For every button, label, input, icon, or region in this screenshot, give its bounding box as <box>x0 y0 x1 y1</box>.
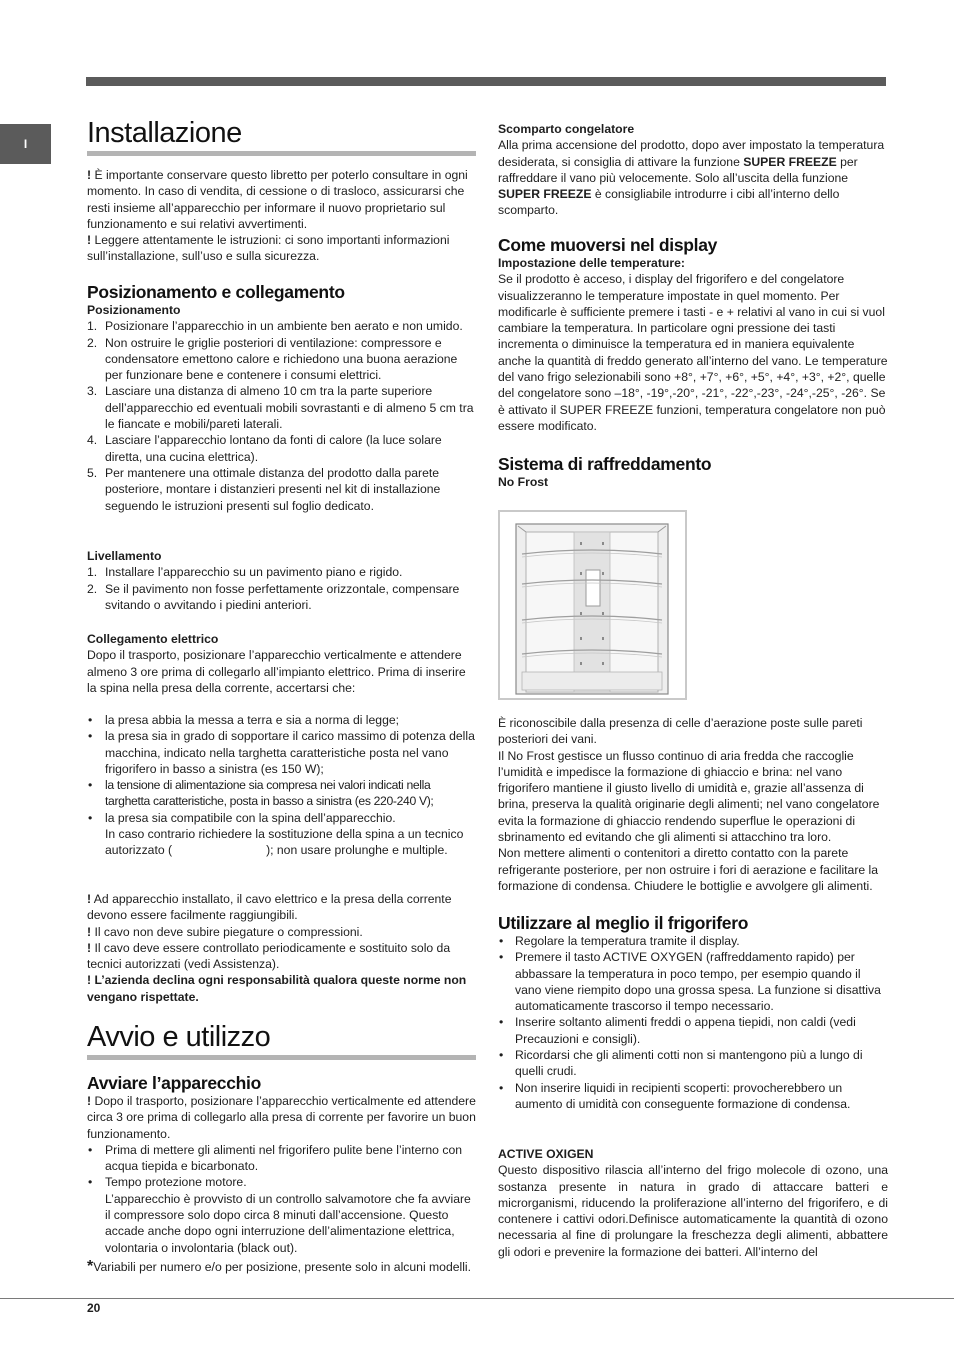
item-text: la presa sia compatibile con la spina dell’apparecchio. <box>105 810 396 825</box>
item-text: In caso contrario richiedere la sostituzione della spina a un tecnico autorizzato ( <box>105 827 464 858</box>
footer-rule <box>0 1298 954 1299</box>
page-number: 20 <box>87 1301 101 1315</box>
label-impostazione: Impostazione delle temperature: <box>498 256 685 270</box>
posizionamento-block <box>87 282 476 514</box>
item-text: Lasciare l’apparecchio lontano da fonti di calore (la luce solare diretta, una cucina elettrica). <box>105 433 442 464</box>
list-item: • Non inserire liquidi in recipienti scoperti: provocherebbero un aumento di umidità con conseguente formazione di condensa. <box>498 1080 888 1113</box>
livellamento-block <box>87 548 476 613</box>
warning-mark: ! <box>87 168 92 182</box>
label-no-frost: No Frost <box>498 475 549 489</box>
item-text: Non ostruire le griglie posteriori di ventilazione: compressore e condensatore emettono calore e richiedono una buona aerazione per funzionare bene e contenere i consumi elettrici. <box>105 335 458 383</box>
warning-text: Il cavo deve essere controllato periodicamente e sostituito solo da tecnici autorizzati (vedi Assistenza). <box>87 940 451 972</box>
collegamento-bullets <box>87 712 476 859</box>
posizionamento-list <box>87 318 476 514</box>
subheading-display: Come muoversi nel display <box>498 235 718 255</box>
raffreddamento-block <box>498 454 888 490</box>
list-item: • Prima di mettere gli alimenti nel frigorifero pulite bene l’interno con acqua tiepida e bicarbonato. <box>87 1142 476 1175</box>
emphasis: SUPER FREEZE <box>743 154 837 169</box>
label-collegamento: Collegamento elettrico <box>87 632 219 646</box>
intro-text: È importante conservare questo libretto per poterlo consultare in ogni momento. In caso di vendita, di cessione o di trasloco, assicurarsi che resti insieme all’apparecchio per informare il nuovo proprietario sul funzionamento e sui relativi avvertimenti. <box>87 168 468 231</box>
warning-mark: ! <box>87 1094 92 1108</box>
disclaimer: ! L’azienda declina ogni responsabilità qualora queste norme non vengano rispettate. <box>87 973 467 1004</box>
item-text: Se il pavimento non fosse perfettamente orizzontale, compensare svitando o avvitando i piedini anteriori. <box>105 581 460 612</box>
item-number: 3. <box>87 384 98 399</box>
fridge-illustration <box>500 512 685 698</box>
section-rule <box>87 151 476 156</box>
list-item: • Inserire soltanto alimenti freddi o appena tiepidi, non caldi (vedi Precauzioni e consigli). <box>498 1014 888 1047</box>
subheading-posizionamento-collegamento: Posizionamento e collegamento <box>87 282 345 302</box>
footnote-mark: * <box>87 1257 94 1275</box>
warning-paragraph <box>87 924 476 940</box>
list-item <box>87 383 476 432</box>
item-text: Installare l’apparecchio su un pavimento piano e rigido. <box>105 565 403 580</box>
collegamento-intro: Dopo il trasporto, posizionare l’apparecchio verticalmente e attendere almeno 3 ore prima di collegarlo all’impianto elettrico. Prima di inserire la spina nella presa della corrente, accertarsi che: <box>87 648 466 695</box>
item-number: 4. <box>87 433 98 448</box>
footnote-text: Variabili per numero e/o per posizione, presente solo in alcuni modelli. <box>93 1259 472 1274</box>
warning-mark: ! <box>87 924 92 939</box>
list-item <box>87 432 476 465</box>
list-item <box>87 465 476 514</box>
item-number: 2. <box>87 335 98 350</box>
subheading-utilizzare: Utilizzare al meglio il frigorifero <box>498 913 749 933</box>
list-item <box>87 318 476 334</box>
warning-mark: ! <box>87 940 92 955</box>
display-block <box>498 235 888 434</box>
livellamento-list <box>87 564 476 613</box>
label-scomparto: Scomparto congelatore <box>498 122 635 136</box>
intro-paragraph <box>87 232 476 265</box>
subheading-avviare: Avviare l’apparecchio <box>87 1073 261 1093</box>
list-item: • la presa abbia la messa a terra e sia a norma di legge; <box>87 712 476 728</box>
list-item <box>87 1174 476 1255</box>
section-title-installazione: Installazione <box>87 117 242 149</box>
display-text: Se il prodotto è acceso, i display del frigorifero e del congelatore visualizzeranno le temperature impostate in quel momento. Per modificarle è sufficiente premere i tasti - e + relativi al vano in cui si vuol cambiare la temperatura. In particolare ogni pressione dei tasti incrementa o diminuisce la temperatura ed in maniera equivalente anche la quantità di freddo generato all’interno del vano. Le temperature del vano frigo selezionabili sono +8°, +7°, +6°, +5°, +4°, +3°, +2°, quelle del congelatore sono –18°, -19°,-20°, -21°, -22°,-23°, -24°,-25°, -26°. Se è attivato il SUPER FREEZE funzioni, temperatura congelatore non può essere modificato. <box>498 272 888 433</box>
item-number: 5. <box>87 465 98 480</box>
language-tab <box>0 124 51 164</box>
list-item: • Regolare la temperatura tramite il display. <box>498 933 888 949</box>
top-rule <box>86 77 886 86</box>
text: Alla prima accensione del prodotto, dopo aver impostato la temperatura desiderata, si consiglia di attivare la funzione <box>498 138 885 169</box>
raffreddamento-text <box>498 715 888 894</box>
list-item <box>87 335 476 384</box>
list-item <box>87 581 476 614</box>
scomparto-block <box>498 121 888 219</box>
warning-mark: ! <box>87 892 92 906</box>
warning-mark: ! <box>87 233 92 248</box>
list-item <box>87 564 476 580</box>
section-avvio <box>87 1020 476 1060</box>
scomparto-text <box>498 137 888 218</box>
language-label: I <box>23 136 28 151</box>
label-posizionamento: Posizionamento <box>87 303 181 317</box>
item-number: 2. <box>87 581 98 596</box>
list-item: • la presa sia in grado di sopportare il carico massimo di potenza della macchina, indicato nella targhetta caratteristiche posta nel vano frigorifero in basso a sinistra (es 150 W); <box>87 728 476 777</box>
text: è consigliabile introdurre i cibi all’interno dello scomparto. <box>498 187 840 218</box>
item-text: Posizionare l’apparecchio in un ambiente ben aerato e non umido. <box>105 319 463 334</box>
item-number: 1. <box>87 565 98 580</box>
warning-text: Il cavo non deve subire piegature o compressioni. <box>91 924 363 939</box>
bullet-list <box>498 933 888 1112</box>
active-oxigen-text: Questo dispositivo rilascia all’interno del frigo molecole di ozono, una sostanza presente in natura in grado di attaccare batteri e microrganismi, riducendo la proliferazione all’interno del frigorifero, e di contenere i cattivi odori.Definisce automaticamente la quantità di ozono necessaria al fine di prolungare la freschezza degli alimenti, abbattere gli odori e prevenire la formazione dei batteri. All’interno del <box>498 1163 888 1259</box>
item-text: Per mantenere una ottimale distanza del prodotto dalla parete posteriore, montare i distanzieri presenti nel kit di installazione seguendo le istruzioni presenti sul foglio dedicato. <box>105 465 441 513</box>
label-active-oxigen: ACTIVE OXIGEN <box>498 1147 594 1161</box>
emphasis: SUPER FREEZE <box>498 187 592 202</box>
utilizzare-block <box>498 913 888 1112</box>
label-livellamento: Livellamento <box>87 549 162 563</box>
section-rule <box>87 1055 476 1060</box>
intro-paragraph <box>87 167 476 232</box>
item-text: ); non usare prolunghe e multiple. <box>266 843 448 858</box>
fridge-interior-image <box>498 510 687 700</box>
list-item: • Premere il tasto ACTIVE OXYGEN (raffreddamento rapido) per abbassare la temperatura in poco tempo, per esempio quando il vano viene riempito dopo una grossa spesa. La funzione si disattiva automaticamente trascorso il tempo necessario. <box>498 949 888 1014</box>
warning-text: Ad apparecchio installato, il cavo elettrico e la presa della corrente devono essere facilmente raggiungibili. <box>87 892 452 923</box>
bullet-list <box>87 712 476 859</box>
item-number: 1. <box>87 319 98 334</box>
collegamento-block <box>87 631 476 696</box>
item-text: L’apparecchio è provvisto di un controllo salvamotore che fa avviare il compressore solo dopo circa 8 minuti dall’accensione. Questo accade anche dopo ogni interruzione dell’alimentazione elettrica, volontaria o involontaria (black out). <box>105 1191 471 1255</box>
intro-block <box>87 167 476 265</box>
active-oxigen-block <box>498 1146 888 1260</box>
avviare-intro <box>87 1093 476 1142</box>
subheading-raffreddamento: Sistema di raffreddamento <box>498 454 712 474</box>
text: per raffreddare il vano più velocemente. Solo all’uscita della funzione <box>498 154 858 185</box>
intro-text: Leggere attentamente le istruzioni: ci sono importanti informazioni sull’installazione, sull’uso e sulla sicurezza. <box>87 233 450 264</box>
footnote <box>87 1259 476 1275</box>
warning-paragraph <box>87 891 476 924</box>
section-installazione <box>87 116 476 156</box>
warning-paragraph <box>87 940 476 973</box>
section-title-avvio: Avvio e utilizzo <box>87 1021 271 1053</box>
list-item: • la tensione di alimentazione sia compresa nei valori indicati nella targhetta caratteristiche, posta in basso a sinistra (es 220-240 V); <box>87 777 476 810</box>
list-item <box>87 810 476 859</box>
item-text: Tempo protezione motore. <box>105 1175 247 1190</box>
paragraph: È riconoscibile dalla presenza di celle d’aerazione poste sulle pareti posteriori dei vani. <box>498 716 863 747</box>
warnings-block <box>87 891 476 1005</box>
paragraph: Il No Frost gestisce un flusso continuo di aria fredda che raccoglie l’umidità e impedisce la formazione di ghiaccio e brina: nel vano frigorifero mantiene il giusto livello di umidità e, grazie all’assenza di brina, preserva la qualità originarie degli alimenti; nel vano congelatore evita la formazione di ghiaccio rendendo superflue le operazioni di sbrinamento ed evitando che gli alimenti si attacchino tra loro. <box>498 748 880 845</box>
avviare-block <box>87 1073 476 1275</box>
intro-text: Dopo il trasporto, posizionare l’apparecchio verticalmente ed attendere circa 3 ore prima di collegarlo alla presa di corrente per favorire un buon funzionamento. <box>87 1094 476 1141</box>
list-item: • Ricordarsi che gli alimenti cotti non si mantengono più a lungo di quelli crudi. <box>498 1047 888 1080</box>
bullet-list <box>87 1142 476 1256</box>
paragraph: Non mettere alimenti o contenitori a diretto contatto con la parete refrigerante posteriore, per non ostruire i fori di aerazione e facilitare la formazione di condensa. Chiudere le bottiglie e avvolgere gli alimenti. <box>498 846 879 893</box>
item-text: Lasciare una distanza di almeno 10 cm tra la parte superiore dell’apparecchio ed eventuali mobili sovrastanti e di almeno 5 cm tra le fiancate e mobili/pareti laterali. <box>105 384 474 432</box>
